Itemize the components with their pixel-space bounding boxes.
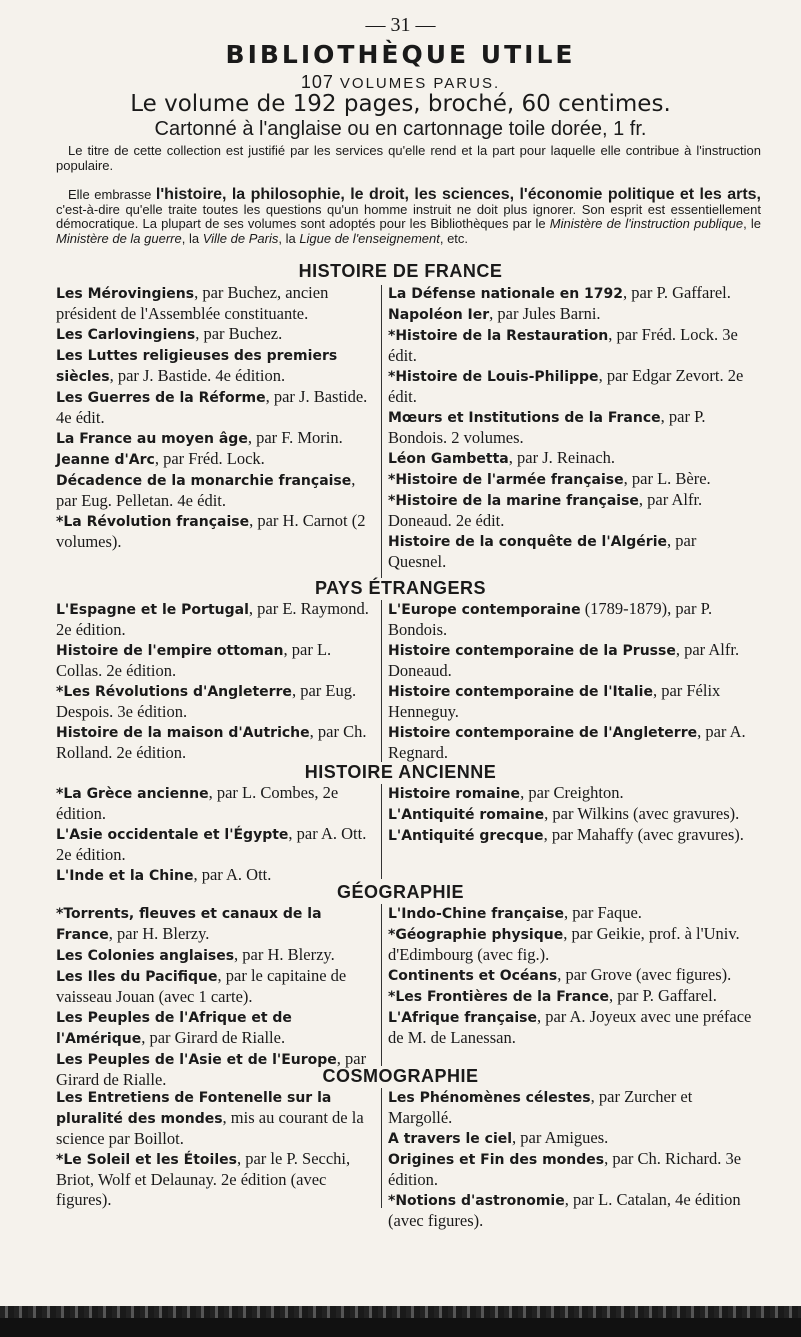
- book-entry: [56, 599, 374, 640]
- book-author: , par P. Gaffarel.: [623, 283, 731, 302]
- book-author: , par H. Blerzy.: [234, 945, 335, 964]
- book-author: , par Faque.: [564, 903, 642, 922]
- book-entry: [56, 511, 374, 552]
- book-entry: [56, 903, 374, 945]
- book-title: Continents et Océans: [388, 968, 558, 984]
- book-title: Les Mérovingiens: [56, 286, 195, 302]
- book-entry: [388, 407, 756, 448]
- book-entry: [388, 1190, 756, 1231]
- book-title: Décadence de la monarchie française: [56, 473, 352, 489]
- book-entry: [388, 448, 756, 469]
- book-entry: [56, 824, 374, 865]
- book-title: L'Europe contemporaine: [388, 602, 581, 618]
- book-entry: [56, 387, 374, 428]
- book-title: Les Guerres de la Réforme: [56, 390, 266, 406]
- book-author: , par A. Regnard.: [388, 722, 746, 762]
- book-title: Histoire de la maison d'Autriche: [56, 725, 310, 741]
- book-entry: [56, 449, 374, 470]
- book-title: L'Indo-Chine française: [388, 906, 564, 922]
- book-entry: [388, 986, 756, 1007]
- book-title: Napoléon Ier: [388, 307, 490, 323]
- book-entry: [388, 304, 756, 325]
- book-title: *Les Frontières de la France: [388, 989, 609, 1005]
- book-author: , par Wilkins (avec gravures).: [544, 804, 740, 823]
- book-author: , par P. Gaffarel.: [609, 986, 717, 1005]
- book-entry: [388, 1128, 756, 1149]
- book-title: *Histoire de Louis-Philippe: [388, 369, 599, 385]
- book-author: , par F. Morin.: [247, 428, 343, 447]
- book-title: L'Asie occidentale et l'Égypte: [56, 827, 289, 843]
- book-author: , par Jules Barni.: [489, 304, 601, 323]
- binding-price-line: Cartonné à l'anglaise ou en cartonnage toile dorée, 1 fr.: [154, 118, 647, 140]
- scan-edge-texture: [0, 1306, 801, 1318]
- book-title: L'Espagne et le Portugal: [56, 602, 249, 618]
- book-author: , par Félix Henneguy.: [388, 681, 721, 721]
- book-author: , par Mahaffy (avec gravures).: [543, 825, 744, 844]
- book-entry: [388, 469, 756, 490]
- book-title: Les Peuples de l'Asie et de l'Europe: [56, 1052, 337, 1068]
- book-entry: [56, 324, 374, 345]
- book-entry: [56, 1007, 374, 1049]
- entries-geographie-right: [388, 903, 756, 1048]
- book-author: , par J. Bastide. 4e édition.: [109, 366, 286, 385]
- book-author: , par Fréd. Lock.: [154, 449, 265, 468]
- book-title: L'Afrique française: [388, 1010, 537, 1026]
- book-entry: [388, 1149, 756, 1190]
- scan-edge-dark-border: [0, 1318, 801, 1337]
- book-entry: [56, 722, 374, 763]
- book-author: , par Buchez, ancien président de l'Assemblée constituante.: [56, 283, 329, 323]
- book-entry: [388, 924, 756, 965]
- book-author: , par Eug. Despois. 3e édition.: [56, 681, 357, 721]
- book-author: , par A. Ott.: [193, 865, 272, 884]
- entries-histoire-ancienne-left: [56, 783, 374, 886]
- book-title: *La Grèce ancienne: [56, 786, 209, 802]
- book-entry: [56, 640, 374, 681]
- book-entry: [388, 366, 756, 407]
- book-author: , par Fréd. Lock. 3e édit.: [388, 325, 738, 365]
- book-title: A travers le ciel: [388, 1131, 513, 1147]
- book-title: Jeanne d'Arc: [56, 452, 155, 468]
- book-entry: [388, 681, 756, 722]
- book-entry: [56, 470, 374, 511]
- book-author: , par A. Ott. 2e édition.: [56, 824, 367, 864]
- book-author: , par Grove (avec figures).: [557, 965, 732, 984]
- book-entry: [56, 283, 374, 324]
- book-author: , par H. Blerzy.: [108, 924, 210, 943]
- book-author: , par Quesnel.: [388, 531, 697, 571]
- book-author: , mis au courant de la science par Boillot.: [56, 1108, 364, 1148]
- book-author: , par le P. Secchi, Briot, Wolf et Delaunay. 2e édition (avec figures).: [56, 1149, 351, 1209]
- entries-pays-etrangers-left: [56, 599, 374, 763]
- book-author: , par L. Combes, 2e édition.: [56, 783, 339, 823]
- section-heading-histoire-de-france: HISTOIRE DE FRANCE: [298, 261, 503, 281]
- book-author: , par L. Bère.: [623, 469, 711, 488]
- book-author: , par Geikie, prof. à l'Univ. d'Edimbourg (avec fig.).: [388, 924, 740, 964]
- book-author: (1789-1879), par P. Bondois.: [388, 599, 713, 639]
- book-entry: [56, 428, 374, 449]
- book-entry: [388, 965, 756, 986]
- book-entry: [56, 945, 374, 966]
- book-title: La Défense nationale en 1792: [388, 286, 624, 302]
- entries-cosmographie-left: [56, 1087, 374, 1210]
- column-divider: [381, 784, 382, 879]
- book-author: , par Girard de Rialle.: [56, 1049, 367, 1089]
- column-divider: [381, 285, 382, 578]
- column-divider: [381, 904, 382, 1066]
- book-entry: [388, 722, 756, 763]
- collection-title: BIBLIOTHÈQUE UTILE: [225, 40, 576, 69]
- book-author: , par Alfr. Doneaud.: [388, 640, 740, 680]
- book-author: , par Amigues.: [512, 1128, 609, 1147]
- book-title: Histoire contemporaine de la Prusse: [388, 643, 676, 659]
- book-title: Les Carlovingiens: [56, 327, 196, 343]
- book-title: Histoire contemporaine de l'Angleterre: [388, 725, 698, 741]
- book-title: *Histoire de la marine française: [388, 493, 639, 509]
- book-entry: [388, 804, 756, 825]
- book-entry: [56, 345, 374, 387]
- book-title: *Histoire de l'armée française: [388, 472, 624, 488]
- book-title: Les Luttes religieuses des premiers siècles: [56, 348, 338, 385]
- book-entry: [388, 1007, 756, 1048]
- book-entry: [388, 640, 756, 681]
- book-title: *La Révolution française: [56, 514, 250, 530]
- book-author: , par L. Collas. 2e édition.: [56, 640, 332, 680]
- book-entry: [388, 825, 756, 846]
- book-author: , par Ch. Rolland. 2e édition.: [56, 722, 367, 762]
- entries-pays-etrangers-right: [388, 599, 756, 763]
- book-author: , par Zurcher et Margollé.: [388, 1087, 693, 1127]
- book-title: *Torrents, fleuves et canaux de la France: [56, 906, 322, 943]
- book-title: Histoire de l'empire ottoman: [56, 643, 284, 659]
- book-title: Léon Gambetta: [388, 451, 509, 467]
- book-entry: [388, 599, 756, 640]
- volumes-count-line: [0, 72, 801, 93]
- book-title: Les Phénomènes célestes: [388, 1090, 591, 1106]
- entries-histoire-de-france-right: [388, 283, 756, 572]
- book-author: , par Ch. Richard. 3e édition.: [388, 1149, 742, 1189]
- book-author: , par le capitaine de vaisseau Jouan (avec 1 carte).: [56, 966, 347, 1006]
- book-author: , par Alfr. Doneaud. 2e édit.: [388, 490, 703, 530]
- book-author: , par Girard de Rialle.: [141, 1028, 286, 1047]
- entries-histoire-ancienne-right: [388, 783, 756, 846]
- entries-histoire-de-france-left: [56, 283, 374, 552]
- section-heading-geographie: GÉOGRAPHIE: [336, 882, 465, 902]
- book-title: *Le Soleil et les Étoiles: [56, 1152, 237, 1168]
- section-heading-cosmographie: COSMOGRAPHIE: [322, 1066, 479, 1086]
- book-title: Les Iles du Pacifique: [56, 969, 218, 985]
- volumes-count-label: VOLUMES PARUS.: [339, 75, 501, 92]
- intro-paragraph-2: Elle embrasse l'histoire, la philosophie, le droit, les sciences, l'économie politique et les arts, c'est-à-dire qu'elle traite toutes les questions qu'un homme instruit ne doit plus ignorer. Son esprit est essentiellement démocratique. La plupart de ses volumes sont adoptés pour les Bibliothèques par le Ministère de l'instruction publique, le Ministère de la guerre, la Ville de Paris, la Ligue de l'enseignement, etc.: [56, 186, 762, 246]
- book-title: L'Antiquité grecque: [388, 828, 544, 844]
- book-entry: [388, 531, 756, 572]
- book-author: , par H. Carnot (2 volumes).: [56, 511, 366, 551]
- book-author: , par A. Joyeux avec une préface de M. de Lanessan.: [388, 1007, 752, 1047]
- volumes-count: 107: [300, 72, 334, 92]
- entries-geographie-left: [56, 903, 374, 1090]
- book-title: Origines et Fin des mondes: [388, 1152, 605, 1168]
- book-title: Histoire de la conquête de l'Algérie: [388, 534, 667, 550]
- book-entry: [56, 783, 374, 824]
- book-title: La France au moyen âge: [56, 431, 248, 447]
- book-title: *Les Révolutions d'Angleterre: [56, 684, 292, 700]
- book-author: , par P. Bondois. 2 volumes.: [388, 407, 706, 447]
- section-heading-histoire-ancienne: HISTOIRE ANCIENNE: [304, 762, 497, 782]
- book-entry: [56, 681, 374, 722]
- book-title: Les Colonies anglaises: [56, 948, 235, 964]
- book-entry: [388, 490, 756, 531]
- book-author: , par Eug. Pelletan. 4e édit.: [56, 470, 356, 510]
- column-divider: [381, 600, 382, 762]
- book-entry: [388, 325, 756, 366]
- intro-paragraph-1: Le titre de cette collection est justifié par les services qu'elle rend et la part pour laquelle elle contribue à l'instruction populaire.: [56, 143, 761, 173]
- column-divider: [381, 1088, 382, 1208]
- book-author: , par J. Reinach.: [508, 448, 616, 467]
- book-title: L'Inde et la Chine: [56, 868, 194, 884]
- book-entry: [56, 1149, 374, 1210]
- entries-cosmographie-right: [388, 1087, 756, 1231]
- book-author: , par Creighton.: [520, 783, 624, 802]
- page-number: — 31 —: [365, 14, 436, 36]
- book-author: , par L. Catalan, 4e édition (avec figures).: [388, 1190, 741, 1230]
- book-title: Les Entretiens de Fontenelle sur la pluralité des mondes: [56, 1090, 332, 1127]
- book-entry: [56, 966, 374, 1007]
- book-title: Histoire romaine: [388, 786, 521, 802]
- book-title: Mœurs et Institutions de la France: [388, 410, 661, 426]
- volume-price-line: Le volume de 192 pages, broché, 60 centimes.: [130, 91, 671, 117]
- book-title: L'Antiquité romaine: [388, 807, 545, 823]
- book-entry: [388, 1087, 756, 1128]
- book-author: , par E. Raymond. 2e édition.: [56, 599, 369, 639]
- book-entry: [388, 903, 756, 924]
- section-heading-pays-etrangers: PAYS ÉTRANGERS: [314, 578, 487, 598]
- book-title: Histoire contemporaine de l'Italie: [388, 684, 653, 700]
- book-title: Les Peuples de l'Afrique et de l'Amérique: [56, 1010, 292, 1047]
- book-title: *Histoire de la Restauration: [388, 328, 609, 344]
- book-entry: [56, 1087, 374, 1149]
- book-title: *Géographie physique: [388, 927, 564, 943]
- book-entry: [388, 283, 756, 304]
- book-author: , par Edgar Zevort. 2e édit.: [388, 366, 744, 406]
- book-entry: [388, 783, 756, 804]
- book-title: *Notions d'astronomie: [388, 1193, 565, 1209]
- book-author: , par J. Bastide. 4e édit.: [56, 387, 368, 427]
- book-author: , par Buchez.: [195, 324, 283, 343]
